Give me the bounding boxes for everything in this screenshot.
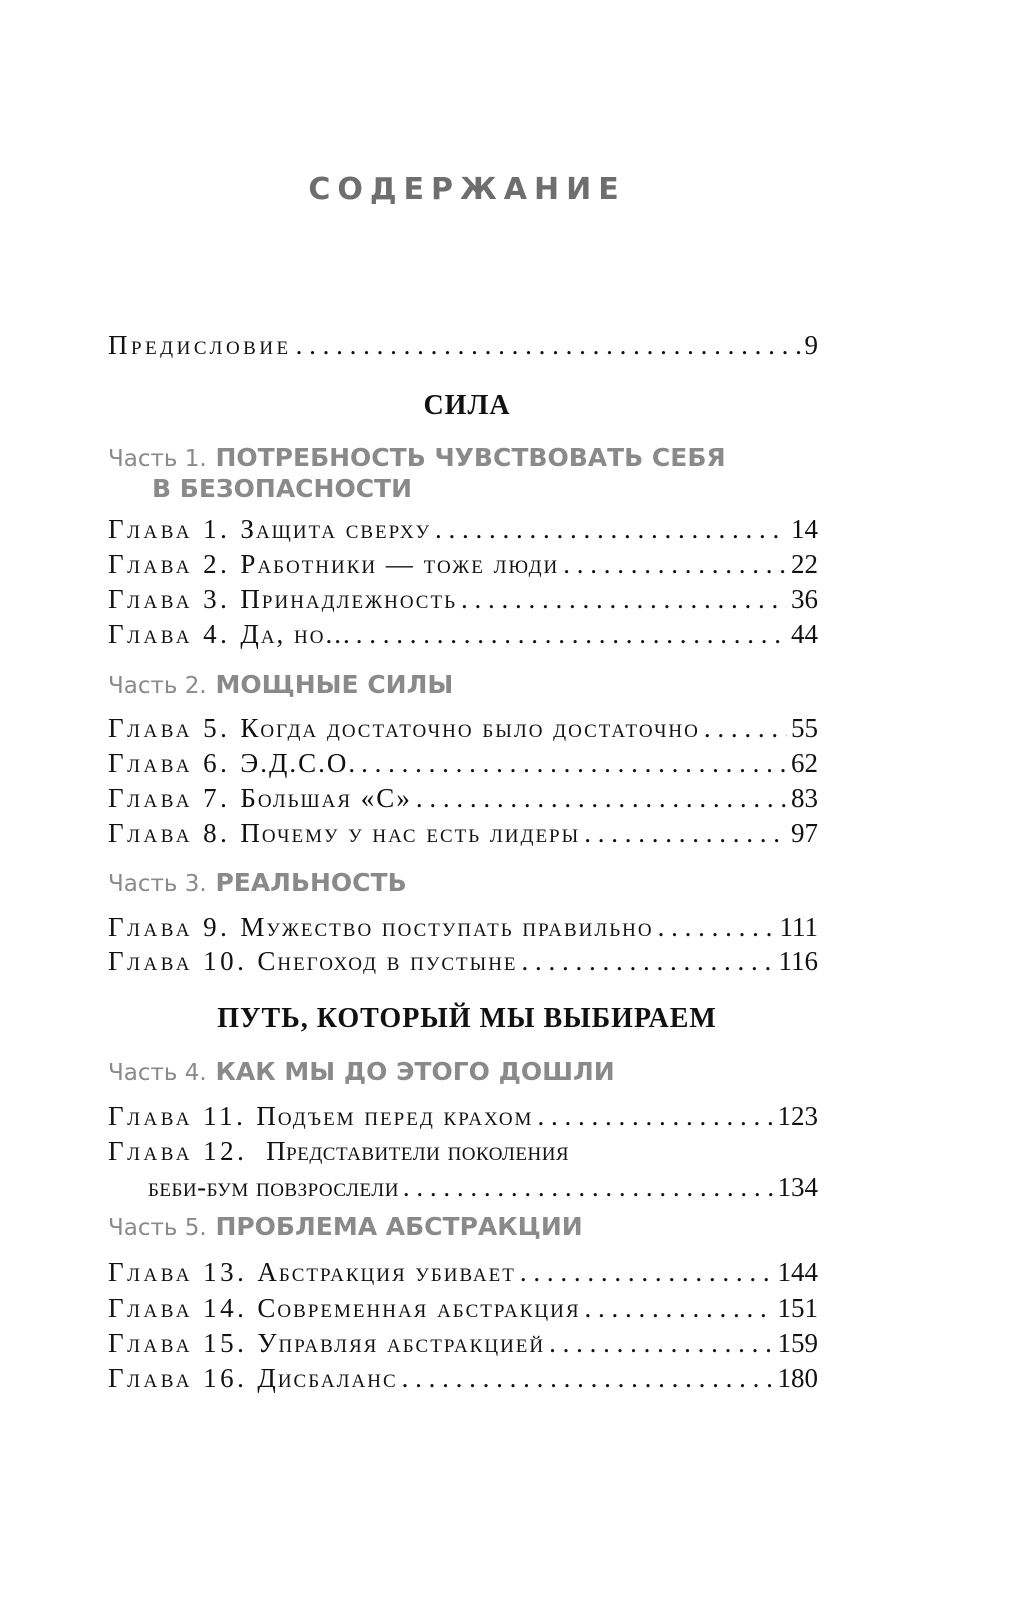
part-title: ПОТРЕБНОСТЬ ЧУВСТВОВАТЬ СЕБЯ [215,443,726,472]
chapter-number: Глава 11. [108,1101,247,1131]
page-number: 9 [804,330,818,360]
chapter-number: Глава 7. [108,783,231,813]
leader-dots [522,946,775,976]
toc-entry-chapter[interactable] [108,514,818,544]
page-number: 134 [777,1172,818,1202]
page-number: 144 [777,1257,818,1287]
leader-dots [361,748,787,778]
part-label: Часть 3. [108,871,207,897]
part-heading [108,443,828,504]
leader-dots [584,818,787,848]
page-number: 83 [791,783,818,813]
chapter-title: Работники — тоже люди [240,549,560,579]
leader-dots [658,912,776,942]
chapter-number: Глава 6. [108,748,231,778]
leader-dots [520,1257,774,1287]
toc-entry-chapter[interactable] [108,783,818,813]
toc-entry-chapter[interactable] [108,713,818,743]
toc-entry-chapter[interactable] [108,584,818,614]
chapter-number: Глава 16. [108,1363,248,1393]
page-number: 111 [779,912,818,942]
chapter-title: Представители поколения [266,1136,570,1166]
chapter-title-continued: беби-бум повзрослели [148,1172,399,1202]
chapter-title: Мужество поступать правильно [240,912,654,942]
chapter-number: Глава 10. [108,946,248,976]
page-number: 22 [791,549,818,579]
section-title: СИЛА [423,390,511,421]
chapter-title: Э.Д.С.О. [240,748,358,778]
toc-entry-chapter[interactable] [108,549,818,579]
page-number: 159 [777,1328,818,1358]
part-label: Часть 2. [108,673,207,699]
chapter-title: Снегоход в пустыне [257,946,518,976]
chapter-title: Современная абстракция [257,1293,581,1323]
part-label: Часть 1. [108,446,207,472]
page-number: 116 [778,946,818,976]
leader-dots [435,514,787,544]
chapter-number: Глава 8. [108,818,231,848]
leader-dots [585,1293,774,1323]
page-number: 14 [791,514,818,544]
part-title: МОЩНЫЕ СИЛЫ [215,670,454,699]
toc-entry-chapter[interactable] [108,1257,818,1287]
leader-dots [403,1172,774,1202]
leader-dots [549,1328,773,1358]
chapter-number: Глава 2. [108,549,231,579]
leader-dots [563,549,787,579]
chapter-title: Абстракция убивает [257,1257,516,1287]
chapter-title: Когда достаточно было достаточно [240,713,700,743]
page-number: 55 [791,713,818,743]
leader-dots [537,1101,773,1131]
chapter-title: Подъем перед крахом [256,1101,534,1131]
toc-entry-chapter[interactable] [108,1101,818,1131]
toc-entry-preface[interactable] [108,330,818,360]
chapter-title: Дисбаланс [257,1363,398,1393]
leader-dots [461,584,787,614]
chapter-title: Защита сверху [240,514,432,544]
chapter-number: Глава 15. [108,1328,248,1358]
part-title: РЕАЛЬНОСТЬ [215,868,407,897]
entry-label: Предисловие [108,330,292,360]
leader-dots [704,713,787,743]
part-heading [108,1212,828,1243]
page-number: 44 [791,619,818,649]
page-number: 62 [791,748,818,778]
toc-entry-chapter[interactable] [108,619,818,649]
chapter-number: Глава 9. [108,912,231,942]
chapter-title: Принадлежность [240,584,457,614]
page-number: 151 [777,1293,818,1323]
toc-entry-chapter[interactable] [108,1363,818,1393]
chapter-number: Глава 13. [108,1257,248,1287]
chapter-number: Глава 4. [108,619,231,649]
part-label: Часть 4. [108,1060,207,1086]
chapter-number: Глава 14. [108,1293,248,1323]
part-title: КАК МЫ ДО ЭТОГО ДОШЛИ [215,1057,615,1086]
chapter-number: Глава 5. [108,713,231,743]
chapter-title: Почему у нас есть лидеры [240,818,581,848]
chapter-title: Большая «С» [240,783,412,813]
part-heading [108,1057,828,1088]
part-title-continued: В БЕЗОПАСНОСТИ [152,474,413,503]
part-title: ПРОБЛЕМА АБСТРАКЦИИ [215,1212,583,1241]
toc-entry-chapter[interactable] [108,748,818,778]
toc-entry-chapter[interactable] [108,1328,818,1358]
page-number: 123 [777,1101,818,1131]
part-label: Часть 5. [108,1215,207,1241]
leader-dots [356,619,787,649]
toc-entry-chapter[interactable] [108,818,818,848]
part-heading [108,670,828,701]
leader-dots [416,783,787,813]
toc-entry-chapter[interactable] [108,912,818,942]
chapter-number: Глава 1. [108,514,231,544]
part-heading [108,868,828,899]
toc-entry-chapter[interactable] [108,946,818,976]
section-title: ПУТЬ, КОТОРЫЙ МЫ ВЫБИРАЕМ [217,1003,717,1034]
toc-entry-chapter[interactable] [108,1293,818,1323]
page-number: 36 [791,584,818,614]
page-title: СОДЕРЖАНИЕ [308,172,626,207]
chapter-number: Глава 12. [108,1136,248,1166]
page-number: 180 [777,1363,818,1393]
leader-dots [296,330,801,360]
chapter-title: Управляя абстракцией [257,1328,546,1358]
toc-entry-chapter-multiline[interactable] [108,1136,818,1202]
chapter-number: Глава 3. [108,584,231,614]
page-number: 97 [791,818,818,848]
leader-dots [402,1363,774,1393]
chapter-title: Да, но... [240,619,352,649]
